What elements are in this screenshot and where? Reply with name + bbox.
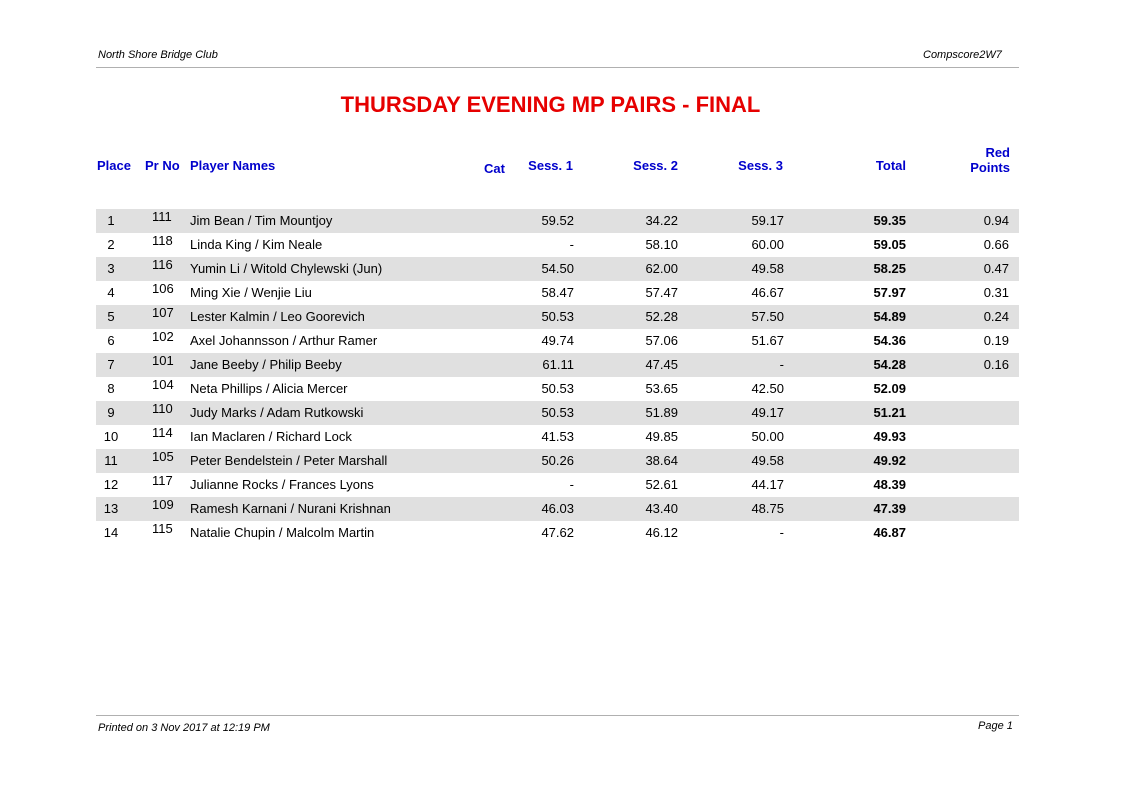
- cell-player-names: Judy Marks / Adam Rutkowski: [190, 405, 364, 420]
- cell-place: 13: [103, 501, 119, 516]
- cell-place: 4: [107, 285, 115, 300]
- cell-sess3: 44.17: [751, 477, 784, 492]
- cell-red-points: 0.31: [983, 285, 1009, 300]
- table-row: [96, 521, 1019, 545]
- cell-red-points: 0.66: [983, 237, 1009, 252]
- cell-sess3: 48.75: [751, 501, 784, 516]
- cell-pr-no: 102: [152, 329, 174, 344]
- cell-sess2: 47.45: [645, 357, 678, 372]
- column-header-sess2: Sess. 2: [633, 158, 678, 173]
- cell-sess3: 49.17: [751, 405, 784, 420]
- cell-sess1: 47.62: [541, 525, 574, 540]
- cell-sess1: -: [569, 237, 574, 252]
- column-header-total: Total: [875, 158, 906, 173]
- column-header-player-names: Player Names: [190, 158, 276, 173]
- cell-pr-no: 101: [152, 353, 174, 368]
- cell-red-points: 0.94: [983, 213, 1009, 228]
- page-title: THURSDAY EVENING MP PAIRS - FINAL: [340, 92, 761, 117]
- column-header-sess1: Sess. 1: [528, 158, 573, 173]
- cell-sess2: 58.10: [645, 237, 678, 252]
- cell-total: 52.09: [873, 381, 906, 396]
- cell-sess3: 49.58: [751, 453, 784, 468]
- column-header-place: Place: [97, 158, 131, 173]
- table-row: [96, 329, 1019, 353]
- cell-total: 54.28: [873, 357, 906, 372]
- cell-player-names: Natalie Chupin / Malcolm Martin: [190, 525, 375, 540]
- column-header-pr-no: Pr No: [145, 158, 180, 173]
- cell-place: 12: [103, 477, 119, 492]
- cell-sess3: 59.17: [751, 213, 784, 228]
- cell-place: 2: [107, 237, 115, 252]
- table-row: [96, 401, 1019, 425]
- cell-pr-no: 111: [152, 209, 172, 224]
- cell-pr-no: 117: [152, 473, 173, 488]
- column-header-red-line2: Points: [970, 160, 1010, 175]
- cell-sess2: 57.47: [645, 285, 678, 300]
- cell-sess2: 53.65: [645, 381, 678, 396]
- cell-pr-no: 109: [152, 497, 174, 512]
- cell-sess1: 50.53: [541, 405, 574, 420]
- column-header-red-points: [970, 145, 1010, 175]
- table-row: [96, 305, 1019, 329]
- cell-pr-no: 106: [152, 281, 174, 296]
- cell-sess2: 43.40: [645, 501, 678, 516]
- cell-red-points: 0.19: [983, 333, 1009, 348]
- cell-sess3: 57.50: [751, 309, 784, 324]
- print-timestamp: Printed on 3 Nov 2017 at 12:19 PM: [98, 722, 270, 734]
- cell-sess1: 59.52: [541, 213, 574, 228]
- cell-total: 58.25: [873, 261, 906, 276]
- cell-red-points: 0.16: [983, 357, 1009, 372]
- cell-pr-no: 115: [152, 521, 173, 536]
- cell-sess1: -: [569, 477, 574, 492]
- cell-sess1: 50.26: [541, 453, 574, 468]
- cell-place: 14: [103, 525, 119, 540]
- cell-total: 51.21: [873, 405, 906, 420]
- cell-pr-no: 114: [152, 425, 173, 440]
- cell-player-names: Ian Maclaren / Richard Lock: [190, 429, 352, 444]
- cell-sess2: 52.28: [645, 309, 678, 324]
- cell-player-names: Axel Johannsson / Arthur Ramer: [190, 333, 378, 348]
- cell-sess1: 49.74: [541, 333, 574, 348]
- cell-sess2: 51.89: [645, 405, 678, 420]
- cell-sess2: 52.61: [645, 477, 678, 492]
- column-header-sess3: Sess. 3: [738, 158, 783, 173]
- cell-pr-no: 116: [152, 257, 173, 272]
- cell-sess1: 50.53: [541, 309, 574, 324]
- page-number: Page 1: [978, 720, 1013, 732]
- cell-place: 8: [107, 381, 115, 396]
- cell-pr-no: 104: [152, 377, 174, 392]
- cell-place: 5: [107, 309, 115, 324]
- cell-place: 11: [104, 453, 118, 468]
- cell-pr-no: 105: [152, 449, 174, 464]
- cell-sess3: 49.58: [751, 261, 784, 276]
- table-row: [96, 497, 1019, 521]
- cell-total: 57.97: [873, 285, 906, 300]
- cell-player-names: Jim Bean / Tim Mountjoy: [190, 213, 333, 228]
- cell-sess1: 46.03: [541, 501, 574, 516]
- table-row: [96, 425, 1019, 449]
- cell-player-names: Julianne Rocks / Frances Lyons: [190, 477, 374, 492]
- table-row: [96, 353, 1019, 377]
- table-row: [96, 233, 1019, 257]
- cell-place: 9: [107, 405, 115, 420]
- table-row: [96, 209, 1019, 233]
- cell-place: 10: [103, 429, 119, 444]
- results-table: [96, 209, 1019, 545]
- cell-sess2: 49.85: [645, 429, 678, 444]
- cell-sess3: 51.67: [751, 333, 784, 348]
- cell-pr-no: 118: [152, 233, 173, 248]
- cell-total: 47.39: [873, 501, 906, 516]
- cell-red-points: 0.24: [983, 309, 1009, 324]
- cell-sess2: 62.00: [645, 261, 678, 276]
- cell-total: 59.35: [873, 213, 906, 228]
- cell-total: 49.93: [873, 429, 906, 444]
- cell-total: 48.39: [873, 477, 906, 492]
- cell-sess1: 50.53: [541, 381, 574, 396]
- cell-sess2: 57.06: [645, 333, 678, 348]
- column-header-red-line1: Red: [985, 145, 1010, 160]
- column-header-cat: Cat: [484, 161, 505, 176]
- cell-sess3: 42.50: [751, 381, 784, 396]
- cell-player-names: Ming Xie / Wenjie Liu: [190, 285, 312, 300]
- cell-sess2: 38.64: [645, 453, 678, 468]
- cell-total: 54.36: [873, 333, 906, 348]
- cell-place: 7: [107, 357, 115, 372]
- cell-sess3: 46.67: [751, 285, 784, 300]
- cell-place: 1: [107, 213, 115, 228]
- cell-pr-no: 110: [152, 401, 173, 416]
- cell-total: 49.92: [873, 453, 906, 468]
- cell-sess3: -: [779, 525, 784, 540]
- cell-player-names: Neta Phillips / Alicia Mercer: [190, 381, 348, 396]
- cell-sess1: 54.50: [541, 261, 574, 276]
- software-name: Compscore2W7: [923, 49, 1002, 61]
- cell-sess3: -: [779, 357, 784, 372]
- cell-place: 6: [107, 333, 115, 348]
- table-row: [96, 473, 1019, 497]
- cell-player-names: Yumin Li / Witold Chylewski (Jun): [190, 261, 383, 276]
- table-row: [96, 449, 1019, 473]
- cell-pr-no: 107: [152, 305, 174, 320]
- cell-sess1: 41.53: [541, 429, 574, 444]
- cell-sess2: 34.22: [645, 213, 678, 228]
- club-name: North Shore Bridge Club: [98, 49, 218, 61]
- cell-player-names: Peter Bendelstein / Peter Marshall: [190, 453, 388, 468]
- cell-sess1: 61.11: [542, 357, 574, 372]
- table-row: [96, 377, 1019, 401]
- table-row: [96, 281, 1019, 305]
- cell-player-names: Lester Kalmin / Leo Goorevich: [190, 309, 365, 324]
- cell-sess2: 46.12: [645, 525, 678, 540]
- cell-red-points: 0.47: [983, 261, 1009, 276]
- cell-player-names: Ramesh Karnani / Nurani Krishnan: [190, 501, 391, 516]
- cell-total: 54.89: [873, 309, 906, 324]
- footer-divider: [96, 715, 1019, 716]
- cell-sess1: 58.47: [541, 285, 574, 300]
- cell-total: 46.87: [873, 525, 906, 540]
- cell-player-names: Linda King / Kim Neale: [190, 237, 323, 252]
- cell-total: 59.05: [873, 237, 906, 252]
- table-row: [96, 257, 1019, 281]
- cell-player-names: Jane Beeby / Philip Beeby: [190, 357, 342, 372]
- cell-place: 3: [107, 261, 115, 276]
- cell-sess3: 50.00: [751, 429, 784, 444]
- header-divider: [96, 67, 1019, 68]
- cell-sess3: 60.00: [751, 237, 784, 252]
